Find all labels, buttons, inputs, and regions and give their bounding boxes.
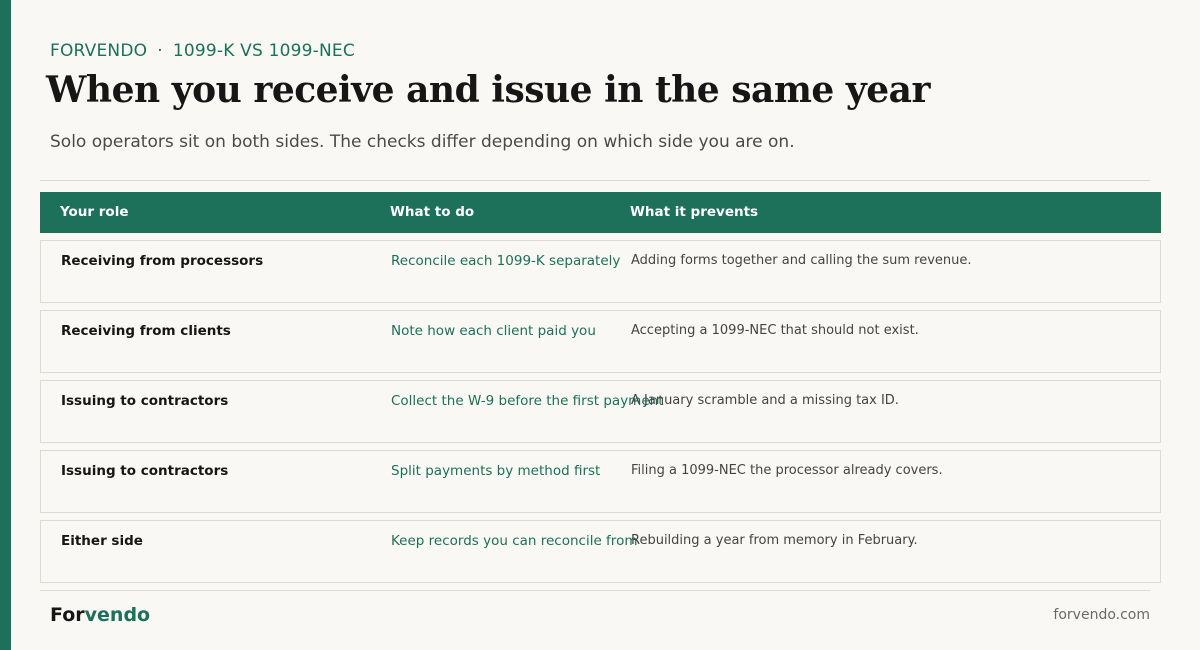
row-prevents: A January scramble and a missing tax ID. xyxy=(631,393,899,408)
row-action: Collect the W-9 before the first payment xyxy=(391,393,664,409)
row-role: Either side xyxy=(61,533,143,549)
row-role: Issuing to contractors xyxy=(61,393,229,409)
column-header-role: Your role xyxy=(60,204,129,220)
bottom-divider xyxy=(40,590,1150,591)
eyebrow xyxy=(50,41,355,61)
eyebrow-brand: FORVENDO xyxy=(50,41,148,61)
row-prevents: Accepting a 1099-NEC that should not exist. xyxy=(631,323,919,338)
row-action: Reconcile each 1099-K separately xyxy=(391,253,621,269)
row-role: Receiving from processors xyxy=(61,253,264,269)
eyebrow-separator: · xyxy=(157,41,163,61)
table-header xyxy=(40,192,1161,233)
logo-part-1: For xyxy=(50,604,85,626)
eyebrow-topic: 1099-K VS 1099-NEC xyxy=(172,41,355,61)
top-divider xyxy=(40,180,1150,181)
row-role: Receiving from clients xyxy=(61,323,231,339)
table-row xyxy=(40,520,1161,583)
page-title: When you receive and issue in the same year xyxy=(46,69,930,111)
table-row xyxy=(40,450,1161,513)
footer-url: forvendo.com xyxy=(1053,607,1150,623)
page-subtitle: Solo operators sit on both sides. The checks differ depending on which side you are on. xyxy=(50,132,795,152)
row-action: Split payments by method first xyxy=(391,463,601,479)
row-prevents: Filing a 1099-NEC the processor already covers. xyxy=(631,463,943,478)
table-row xyxy=(40,380,1161,443)
footer-logo xyxy=(50,604,150,626)
table-row xyxy=(40,240,1161,303)
left-accent-bar xyxy=(0,0,11,650)
row-role: Issuing to contractors xyxy=(61,463,229,479)
row-prevents: Adding forms together and calling the sum revenue. xyxy=(631,253,972,268)
row-prevents: Rebuilding a year from memory in February. xyxy=(631,533,918,548)
table-row xyxy=(40,310,1161,373)
column-header-action: What to do xyxy=(390,204,475,220)
row-action: Keep records you can reconcile from xyxy=(391,533,638,549)
row-action: Note how each client paid you xyxy=(391,323,596,339)
logo-part-2: vendo xyxy=(84,604,151,626)
column-header-prevents: What it prevents xyxy=(630,204,759,220)
